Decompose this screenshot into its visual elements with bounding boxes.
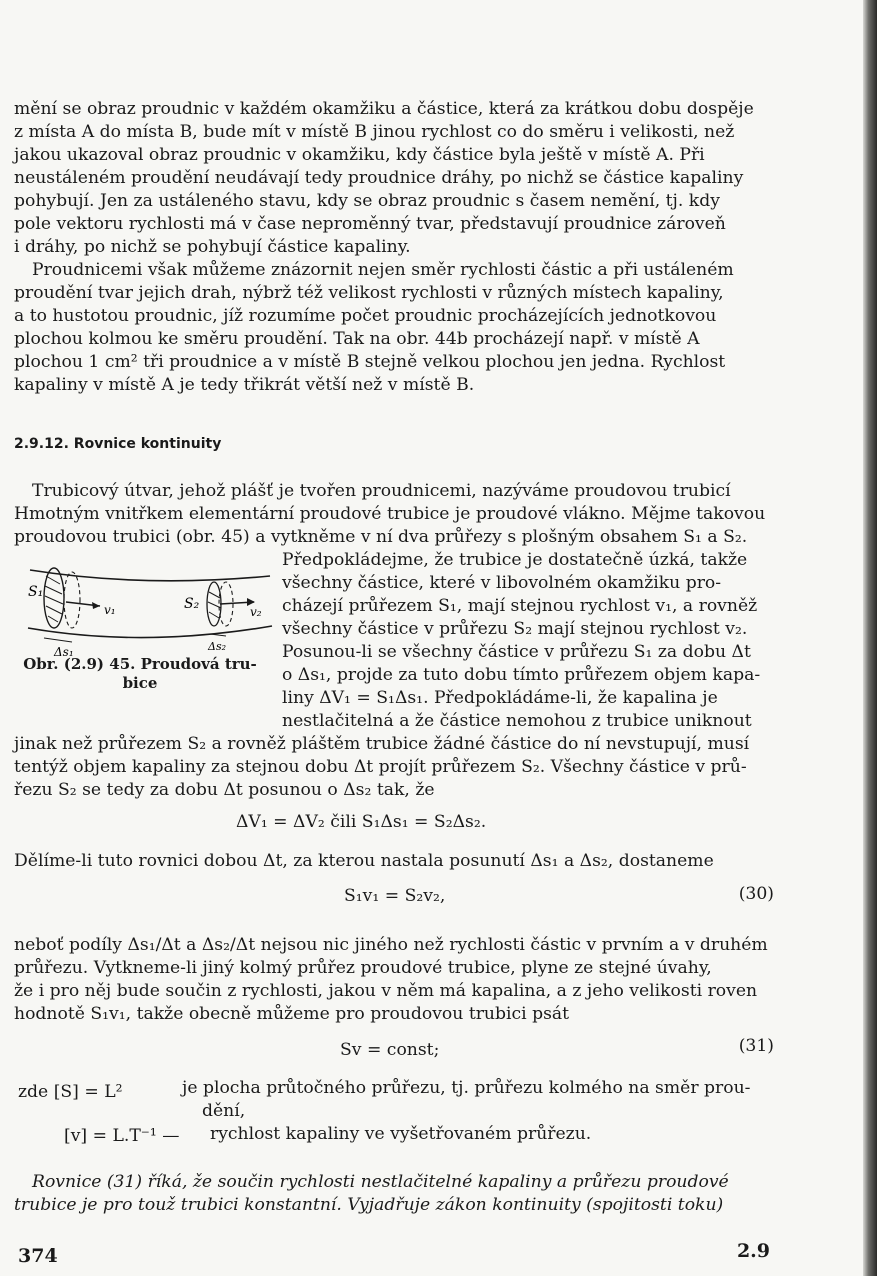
text-line: Rovnice (31) říká, že součin rychlosti nestlačitelné kapaliny a průřezu proudové xyxy=(32,1172,729,1192)
equation-31-number: (31) xyxy=(738,1036,774,1056)
unit-definition-v: [v] = L.T⁻¹ — xyxy=(64,1126,180,1146)
text-line: cházejí průřezem S₁, mají stejnou rychlost v₁, a rovněž xyxy=(282,596,758,616)
text-line: neustáleném proudění neudávají tedy proudnice dráhy, po nichž se částice kapaliny xyxy=(14,168,744,188)
text-line: Proudnicemi však můžeme znázornit nejen směr rychlosti částic a při ustáleném xyxy=(32,260,734,280)
book-page xyxy=(14,0,860,1276)
text-line: a to hustotou proudnic, jíž rozumíme počet proudnic procházejících jednotkovou xyxy=(14,306,717,326)
text-line: o Δs₁, projde za tuto dobu tímto průřezem objem kapa- xyxy=(282,665,761,685)
text-line: tentýž objem kapaliny za stejnou dobu Δt projít průřezem S₂. Všechny částice v prů- xyxy=(14,757,747,777)
figure-caption: Obr. (2.9) 45. Proudová tru- bice xyxy=(23,655,257,692)
arrowhead-v1 xyxy=(92,602,100,609)
text-line: hodnotě S₁v₁, takže obecně můžeme pro proudovou trubici psát xyxy=(14,1004,570,1024)
flow-tube-figure xyxy=(24,556,276,660)
label-ds2: Δs₂ xyxy=(208,640,226,653)
equation-volume: ΔV₁ = ΔV₂ čili S₁Δs₁ = S₂Δs₂. xyxy=(236,812,487,832)
text-line: proudovou trubici (obr. 45) a vytkněme v ní dva průřezy s plošným obsahem S₁ a S₂. xyxy=(14,527,748,547)
text-line: mění se obraz proudnic v každém okamžiku a částice, která za krátkou dobu dospěje xyxy=(14,99,754,119)
tube-lower-wall xyxy=(28,626,272,638)
text-line: nestlačitelná a že částice nemohou z trubice uniknout xyxy=(282,711,752,731)
text-line: trubice je pro touž trubici konstantní. Vyjadřuje zákon kontinuity (spojitosti toku) xyxy=(14,1195,724,1215)
text-line: proudění tvar jejich drah, nýbrž též velikost rychlosti v různých místech kapaliny, xyxy=(14,283,724,303)
text-line: průřezu. Vytkneme-li jiný kolmý průřez proudové trubice, plyne ze stejné úvahy, xyxy=(14,958,712,978)
text-line: z místa A do místa B, bude mít v místě B jinou rychlost co do směru i velikosti, než xyxy=(14,122,735,142)
equation-30-number: (30) xyxy=(738,884,774,904)
text-line: plochou 1 cm² tři proudnice a v místě B stejně velkou plochou jen jedna. Rychlost xyxy=(14,352,726,372)
text-line: Trubicový útvar, jehož plášť je tvořen proudnicemi, nazýváme proudovou trubicí xyxy=(32,481,731,501)
text-line: Hmotným vnitřkem elementární proudové trubice je proudové vlákno. Mějme takovou xyxy=(14,504,766,524)
label-v1: v₁ xyxy=(104,603,116,617)
book-spine-shadow xyxy=(863,0,877,1276)
text-line: řezu S₂ se tedy za dobu Δt posunou o Δs₂ tak, že xyxy=(14,780,435,800)
text-line: pohybují. Jen za ustáleného stavu, kdy se obraz proudnic s časem nemění, tj. kdy xyxy=(14,191,720,211)
text-line: kapaliny v místě A je tedy třikrát větší než v místě B. xyxy=(14,375,475,395)
tube-upper-wall xyxy=(30,570,270,581)
label-s2: S₂ xyxy=(184,596,200,612)
text-line: všechny částice, které v libovolném okamžiku pro- xyxy=(282,573,722,593)
text-line: Posunou-li se všechny částice v průřezu S₁ za dobu Δt xyxy=(282,642,751,662)
definition-s-line1: je plocha průtočného průřezu, tj. průřezu kolmého na směr prou- xyxy=(182,1078,751,1098)
section-marker: 2.9 xyxy=(736,1240,770,1262)
label-ds1: Δs₁ xyxy=(54,645,74,659)
equation-30: S₁v₁ = S₂v₂, xyxy=(344,886,446,906)
ds1-dimension-line xyxy=(44,638,72,642)
text-line: neboť podíly Δs₁/Δt a Δs₂/Δt nejsou nic jiného než rychlosti částic v prvním a v druhém xyxy=(14,935,768,955)
definition-v: rychlost kapaliny ve vyšetřovaném průřezu. xyxy=(210,1124,592,1144)
text-line: že i pro něj bude součin z rychlosti, jakou v něm má kapalina, a z jeho velikosti roven xyxy=(14,981,758,1001)
text-line: Předpokládejme, že trubice je dostatečně úzká, takže xyxy=(282,550,748,570)
text-line: Dělíme-li tuto rovnici dobou Δt, za kterou nastala posunutí Δs₁ a Δs₂, dostaneme xyxy=(14,851,714,871)
definition-s-line2: dění, xyxy=(202,1101,246,1121)
text-line: i dráhy, po nichž se pohybují částice kapaliny. xyxy=(14,237,411,257)
ds2-dimension-line xyxy=(210,634,226,636)
label-s1: S₁ xyxy=(28,584,44,600)
equation-31: Sv = const; xyxy=(340,1040,440,1060)
text-line: pole vektoru rychlosti má v čase neproměnný tvar, představují proudnice zároveň xyxy=(14,214,726,234)
label-v2: v₂ xyxy=(250,605,262,619)
text-line: liny ΔV₁ = S₁Δs₁. Předpokládáme-li, že kapalina je xyxy=(282,688,718,708)
s1-hatching xyxy=(45,576,63,622)
page-number: 374 xyxy=(18,1245,58,1267)
cross-section-s2 xyxy=(207,582,221,626)
section-heading: 2.9.12. Rovnice kontinuity xyxy=(14,436,222,452)
text-line: plochou kolmou ke směru proudění. Tak na obr. 44b procházejí např. v místě A xyxy=(14,329,700,349)
unit-definition-s: zde [S] = L² xyxy=(18,1082,123,1102)
displaced-section-s1 xyxy=(64,572,80,628)
text-line: jakou ukazoval obraz proudnic v okamžiku, kdy částice byla ještě v místě A. Při xyxy=(14,145,705,165)
text-line: všechny částice v průřezu S₂ mají stejnou rychlost v₂. xyxy=(282,619,748,639)
text-line: jinak než průřezem S₂ a rovněž pláštěm trubice žádné částice do ní nevstupují, musí xyxy=(14,734,750,754)
